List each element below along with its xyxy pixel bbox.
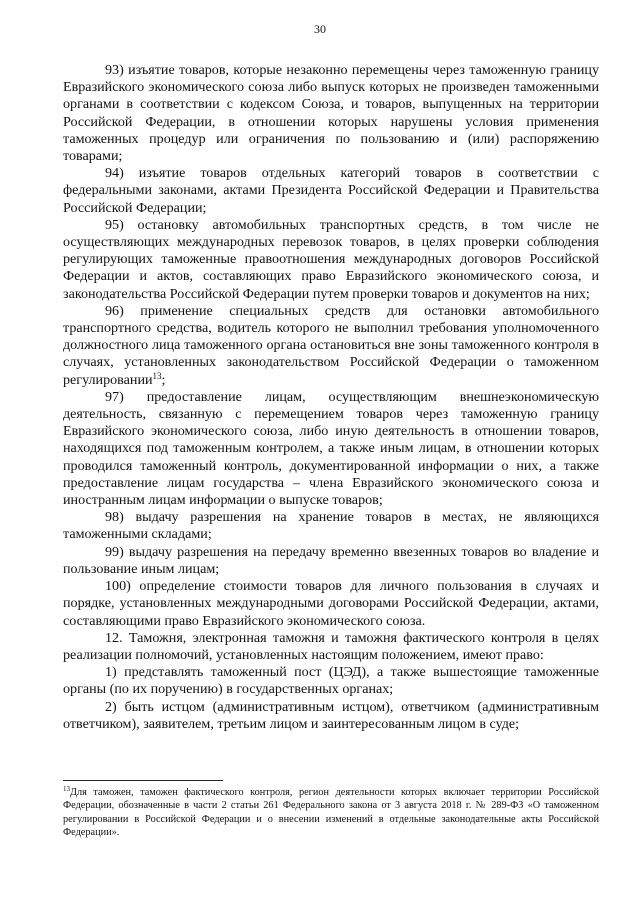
paragraph-95: 95) остановку автомобильных транспортных средств, в том числе не осуществляющих международных перевозок товаров, в целях проверки соблюдения регулирующих таможенные правоотношения международных договоров Российской Федерации и актов, составляющих право Евразийского экономического союза, и законодательства Российской Федерации путем проверки товаров и документов на них; [63, 216, 599, 302]
footnote [63, 786, 599, 840]
page-number: 30 [314, 22, 326, 36]
paragraph-100: 100) определение стоимости товаров для личного пользования в случаях и порядке, установленных международными договорами Российской Федерации, актами, составляющими право Евразийского экономического союза. [63, 578, 599, 629]
paragraph-section-12: 12. Таможня, электронная таможня и таможня фактического контроля в целях реализации полномочий, установленных настоящим положением, имеют право: [63, 629, 599, 663]
paragraph-97: 97) предоставление лицам, осуществляющим внешнеэкономическую деятельность, связанную с перемещением товаров через таможенную границу Евразийского экономического союза, либо иную деятельность в отношении товаров, находящихся под таможенным контролем, а также иным лицам, в отношении которых проводился таможенный контроль, документированной информации о них, а также предоставление лицам государства – члена Евразийского экономического союза и иностранным лицам информации о выпуске товаров; [63, 388, 599, 509]
paragraph-96 [63, 303, 599, 389]
footnote-divider [63, 780, 223, 781]
paragraph-94: 94) изъятие товаров отдельных категорий товаров в соответствии с федеральными законами, актами Президента Российской Федерации и Правительства Российской Федерации; [63, 165, 599, 216]
paragraph-96-end: ; [161, 371, 166, 388]
body-text [63, 62, 599, 733]
footnote-marker: 13 [63, 785, 70, 793]
paragraph-12-2: 2) быть истцом (административным истцом), ответчиком (административным ответчиком), заявителем, третьим лицом и заинтересованным лицом в суде; [63, 698, 599, 732]
paragraph-98: 98) выдачу разрешения на хранение товаров в местах, не являющихся таможенными складами; [63, 509, 599, 543]
paragraph-99: 99) выдачу разрешения на передачу временно ввезенных товаров во владение и пользование иным лицам; [63, 543, 599, 577]
paragraph-93: 93) изъятие товаров, которые незаконно перемещены через таможенную границу Евразийского экономического союза либо выпуск которых не произведен таможенными органами в соответствии с кодексом Союза, и товаров, выпущенных на территории Российской Федерации, в отношении которых нарушены условия применения таможенных процедур или ограничения по пользованию и (или) распоряжению товарами; [63, 62, 599, 165]
footnote-reference: 13 [152, 370, 162, 381]
footnote-text: Для таможен, таможен фактического контроля, регион деятельности которых включает территории Российской Федерации, обозначенные в части 2 статьи 261 Федерального закона от 3 августа 2018 г. № 289-ФЗ «О таможенном регулировании в Российской Федерации и о внесении изменений в отдельные законодательные акты Российской Федерации». [63, 787, 599, 839]
paragraph-96-text: 96) применение специальных средств для остановки автомобильного транспортного средства, водитель которого не выполнил требования уполномоченного должностного лица таможенного органа остановиться вне зоны таможенного контроля в случаях, установленных законодательством Российской Федерации о таможенном регулировании [63, 302, 599, 388]
paragraph-12-1: 1) представлять таможенный пост (ЦЭД), а также вышестоящие таможенные органы (по их поручению) в государственных органах; [63, 664, 599, 698]
